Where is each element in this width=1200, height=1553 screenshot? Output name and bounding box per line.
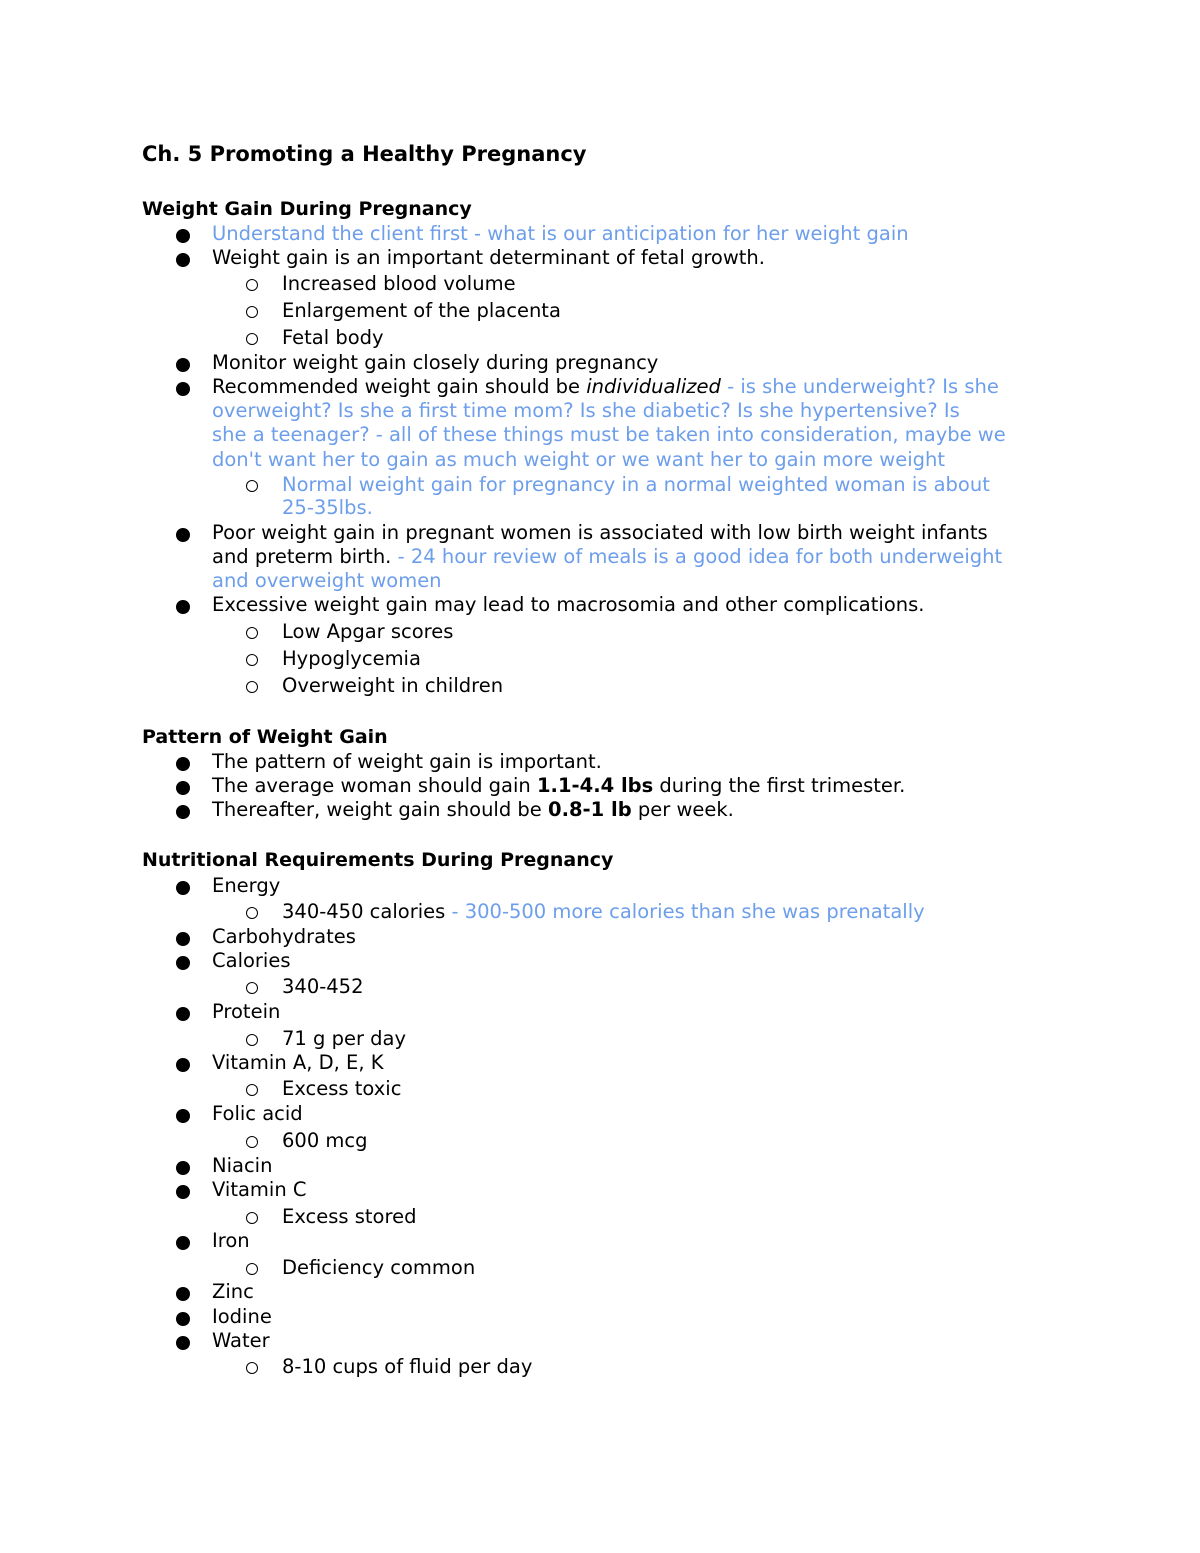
list-item: Iodine [212,1305,272,1328]
list-item-text: Recommended weight gain should be [212,375,587,398]
sub-list-item: Fetal body [282,326,384,349]
bold-value: 1.1-4.4 lbs [536,774,654,797]
list-item-text: during the first trimester. [653,774,906,797]
list-item: Carbohydrates [212,925,356,948]
note-text: and overweight women [212,569,442,592]
sub-list-item-text: 340-450 calories [282,900,446,923]
note-text: - 24 hour review of meals is a good idea for both underweight [391,545,1003,568]
emphasis-text: individualized [586,375,721,398]
list-item: Vitamin A, D, E, K [212,1051,384,1074]
sub-list-item: 600 mcg [282,1129,368,1152]
list-item: Niacin [212,1154,273,1177]
list-item: Weight gain is an important determinant of fetal growth. [212,246,765,269]
section-heading-pattern: Pattern of Weight Gain [142,726,388,748]
note-text: she a teenager? - all of these things must be taken into consideration, maybe we [212,423,1006,446]
list-item: Water [212,1329,270,1352]
note-text: don't want her to gain as much weight or we want her to gain more weight [212,448,946,471]
list-item: Iron [212,1229,250,1252]
sub-list-item: 8-10 cups of fluid per day [282,1355,533,1378]
sub-list-item: Overweight in children [282,674,504,697]
bold-value: 0.8-1 lb [548,798,632,821]
note-text: - 300-500 more calories than she was prenatally [445,900,925,923]
list-item: Excessive weight gain may lead to macrosomia and other complications. [212,593,925,616]
list-item: Calories [212,949,291,972]
sub-list-item: Hypoglycemia [282,647,421,670]
list-item-text: and preterm birth. [212,545,392,568]
list-item-text: The average woman should gain [212,774,537,797]
list-item-cont [212,545,1002,569]
sub-list-item: Excess toxic [282,1077,402,1100]
list-item: Folic acid [212,1102,303,1125]
sub-list-item: Increased blood volume [282,272,516,295]
list-item-text: per week. [631,798,734,821]
list-item: Poor weight gain in pregnant women is associated with low birth weight infants [212,521,988,544]
sub-list-item: Deficiency common [282,1256,476,1279]
list-item-individualized [212,375,999,399]
list-item: Monitor weight gain closely during pregnancy [212,351,659,374]
section-heading-weight-gain: Weight Gain During Pregnancy [142,198,472,220]
list-item: Energy [212,874,281,897]
list-item [212,774,905,798]
sub-list-item [282,900,925,924]
sub-list-item: Low Apgar scores [282,620,454,643]
section-heading-nutrition: Nutritional Requirements During Pregnancy [142,849,614,871]
sub-list-item: Normal weight gain for pregnancy in a normal weighted woman is about [282,473,990,496]
note-text: - is she underweight? Is she [720,375,999,398]
list-item: Understand the client first - what is our anticipation for her weight gain [212,222,909,245]
list-item: Vitamin C [212,1178,307,1201]
sub-list-item-cont: 25-35lbs. [282,496,373,519]
note-text: overweight? Is she a first time mom? Is she diabetic? Is she hypertensive? Is [212,399,960,422]
sub-list-item: 71 g per day [282,1027,407,1050]
list-item-text: Thereafter, weight gain should be [212,798,549,821]
list-item: The pattern of weight gain is important. [212,750,602,773]
document-title: Ch. 5 Promoting a Healthy Pregnancy [142,142,587,166]
list-item [212,798,734,822]
sub-list-item: Enlargement of the placenta [282,299,561,322]
sub-list-item: Excess stored [282,1205,417,1228]
list-item: Protein [212,1000,281,1023]
sub-list-item: 340-452 [282,975,364,998]
list-item: Zinc [212,1280,254,1303]
